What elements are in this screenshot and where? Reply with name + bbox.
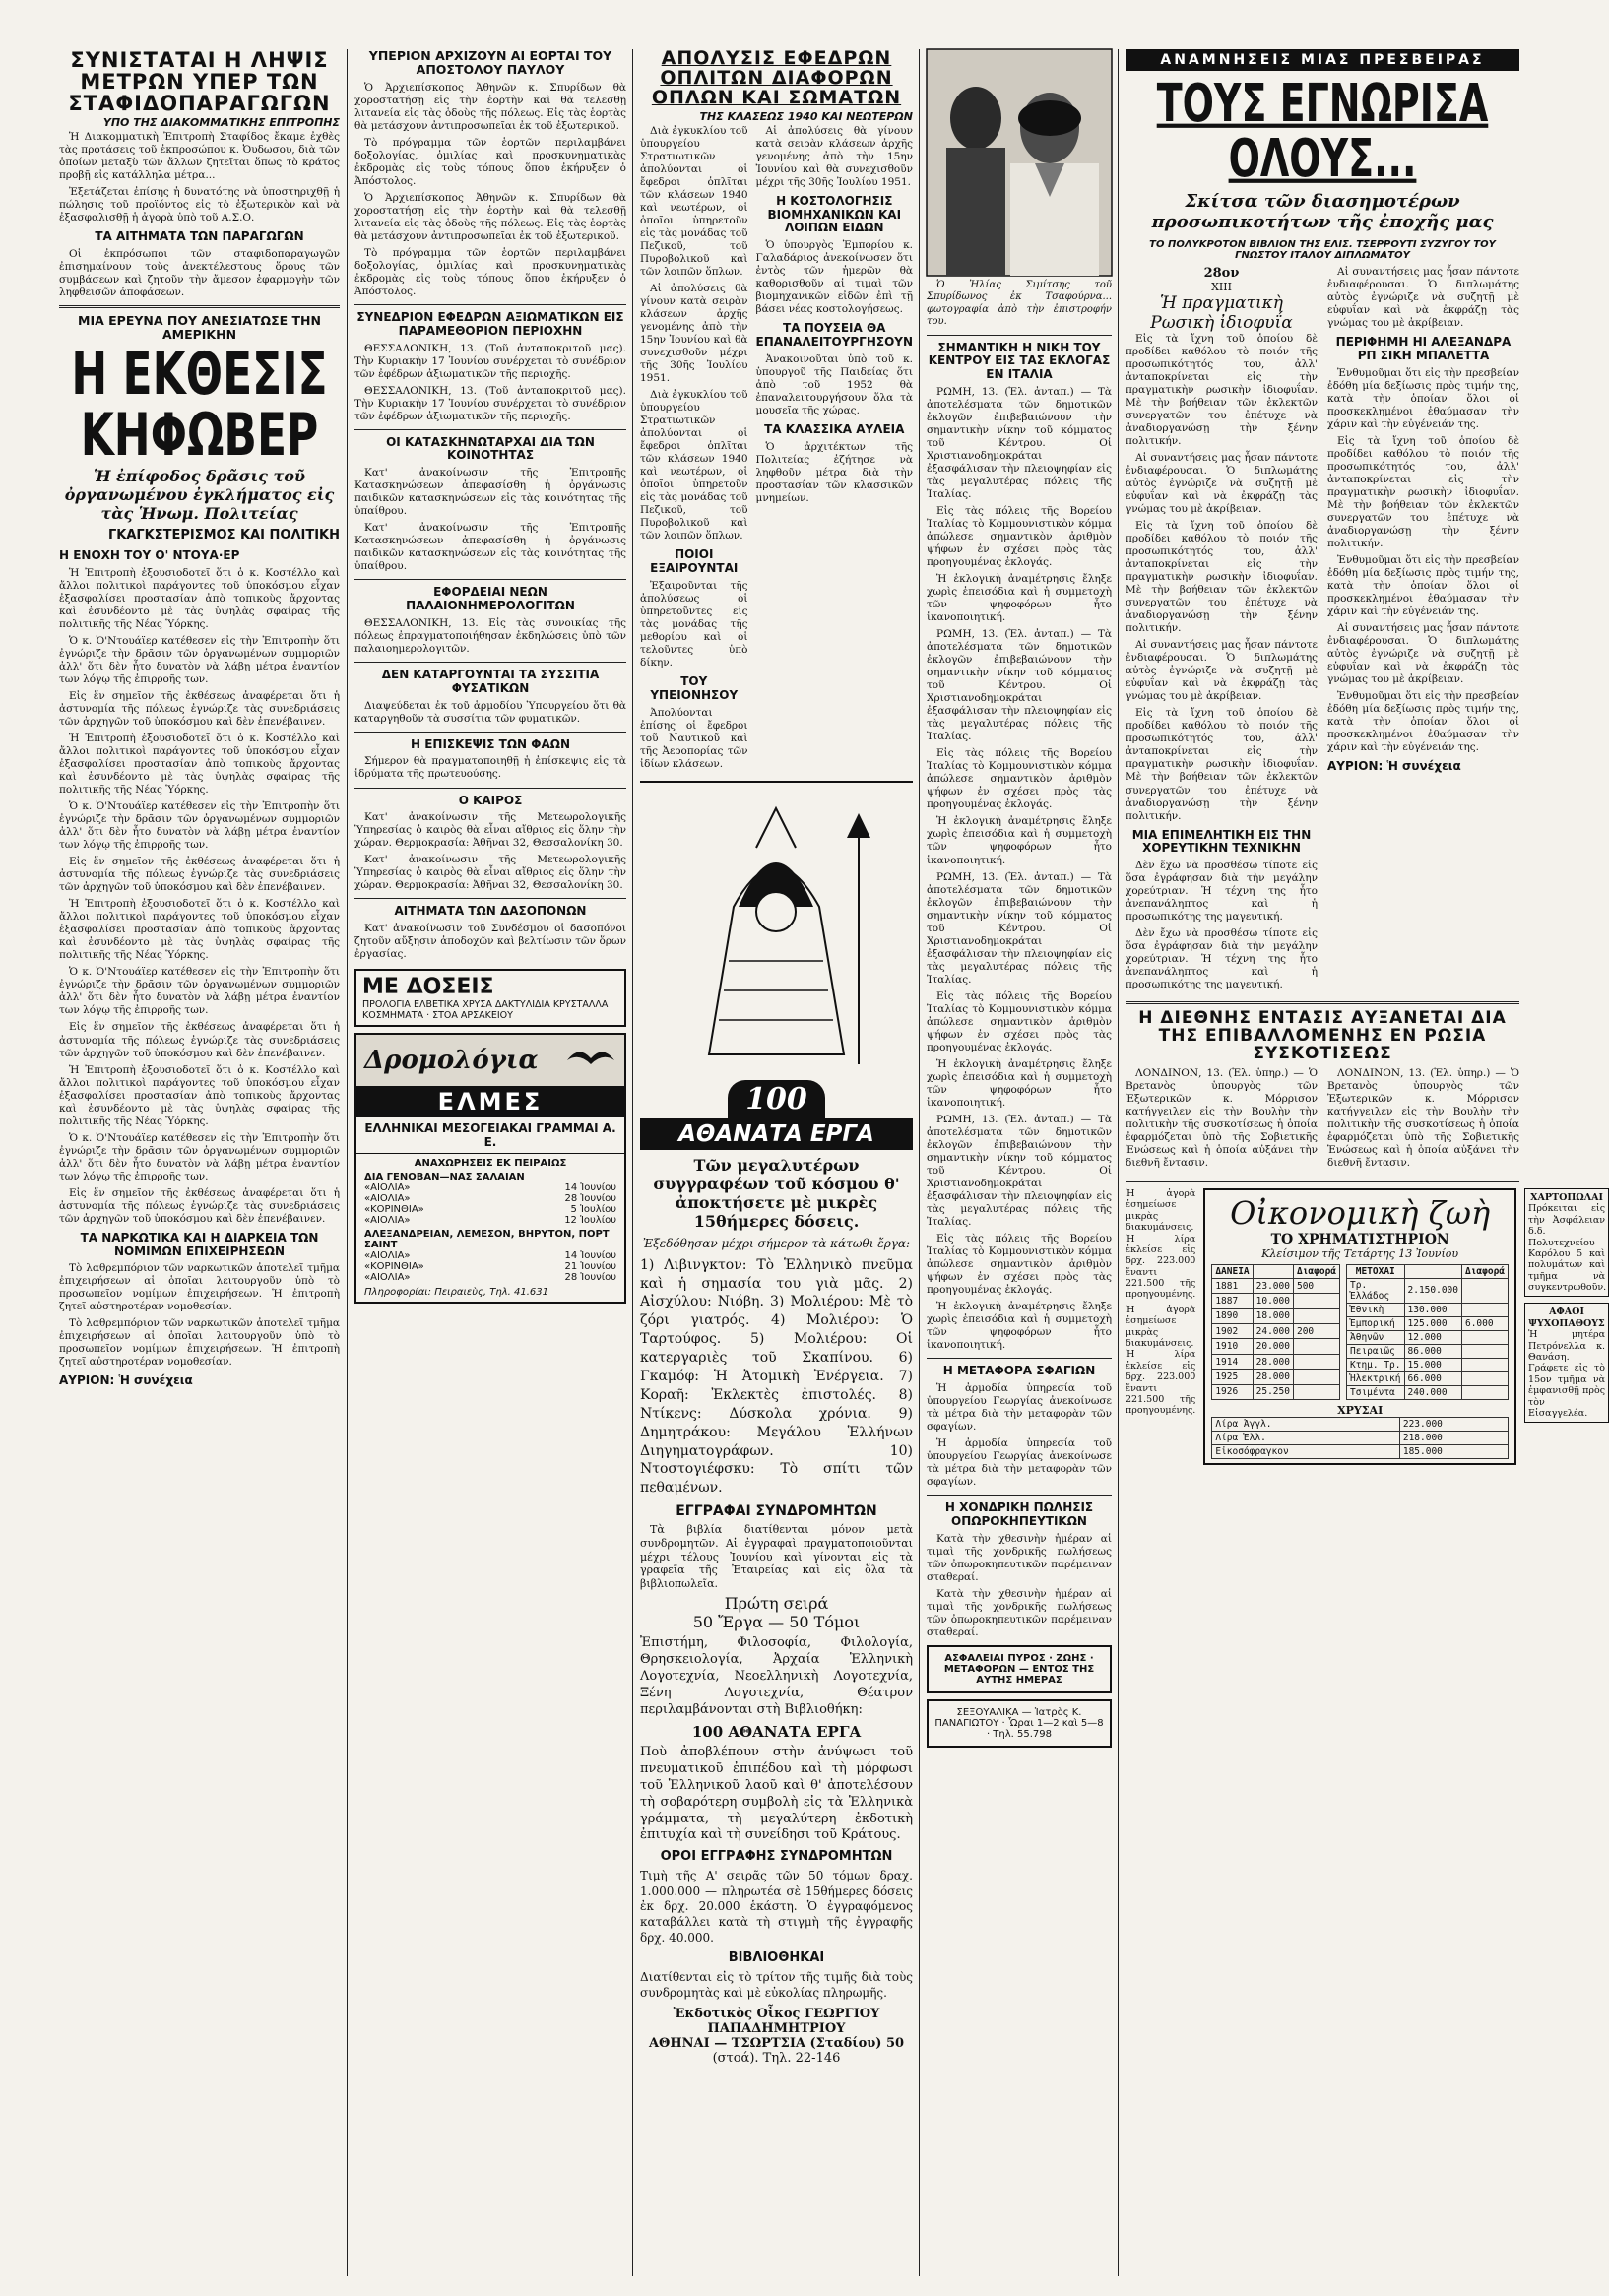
article-paragraph: Αἱ ἀπολύσεις θὰ γίνουν κατὰ σειρὰν κλάσεων ἀρχῆς γενομένης ἀπὸ τὴν 15ην Ἰουνίου καὶ θὰ συνεχισθοῦν μέχρι τῆς 30ῆς Ἰουλίου 1951. [640,283,748,385]
publisher-phone: (στοά). Τηλ. 22-146 [712,2051,841,2067]
stock-row [1347,1303,1509,1316]
article-paragraph: Κατὰ τὴν χθεσινὴν ἡμέραν αἱ τιμαὶ τῆς χονδρικῆς πωλήσεως τῶν ὀπωροκηπευτικῶν παρέμειναν σταθεραί. [927,1532,1112,1583]
table-cell: 1890 [1212,1308,1253,1323]
ad-subtitle: Ἐξεδόθησαν μέχρι σήμερον τὰ κάτωθι ἔργα: [642,1236,911,1250]
kicker-banner: ΑΝΑΜΝΗΣΕΙΣ ΜΙΑΣ ΠΡΕΣΒΕΙΡΑΣ [1126,49,1519,71]
article-paragraph: Ἀνακοινοῦται ὑπὸ τοῦ κ. ὑπουργοῦ τῆς Παιδείας ὅτι ἀπὸ τοῦ 1952 θὰ ἐπαναλειτουργήσουν ὅλα τὰ μουσεῖα τῆς χώρας. [755,352,913,417]
table-cell [1293,1294,1339,1308]
article-paragraph: Κατ' ἀνακοίνωσιν τῆς Μετεωρολογικῆς Ὑπηρεσίας ὁ καιρὸς θὰ εἶναι αἴθριος εἰς ὅλην τὴν χώραν. Θερμοκρασία: Ἀθῆναι 32, Θεσσαλονίκη 30. [354,811,626,850]
bond-row [1212,1294,1340,1308]
ship-name: «ΚΟΡΙΝΘΙΑ» [364,1261,424,1273]
article-paragraph: Ἡ ἀρμοδία ὑπηρεσία τοῦ ὑπουργείου Γεωργίας ἀνεκοίνωσε τὰ μέτρα διὰ τὴν μεταφορὰν τῶν σφαγίων. [927,1381,1112,1433]
article-paragraph: ΘΕΣΣΑΛΟΝΙΚΗ, 13. Εἰς τὰς συνοικίας τῆς πόλεως ἐπραγματοποιήθησαν ἐκδηλώσεις ὑπὸ τῶν παλαιοημερολογιτῶν. [354,617,626,656]
article-paragraph: Ἐξετάζεται ἐπίσης ἡ δυνατότης νὰ ὑποστηριχθῇ ἡ πώλησις τοῦ προϊόντος εἰς τὸ ἐξωτερικὸν καὶ νὰ ἐξασφαλισθῇ ἡ ἀγορὰ ὑπὸ τοῦ Α.Σ.Ο. [59,186,340,224]
bond-row [1212,1308,1340,1323]
ad-series-count: 50 Ἔργα — 50 Τόμοι [692,1613,861,1632]
table-cell [1293,1354,1339,1369]
article-paragraph: Δὲν ἔχω νὰ προσθέσω τίποτε εἰς ὅσα ἐγράφησαν διὰ τὴν μεγάλην χορεύτριαν. Ἡ τέχνη της ἦτο ἀνεπανάληπτος καὶ ἡ προσωπικότης της μαγευτική. [1126,860,1318,924]
table-cell: 23.000 [1253,1278,1293,1293]
article-paragraph: Ὁ Ἀρχιεπίσκοπος Ἀθηνῶν κ. Σπυρίδων θὰ χοροστατήσῃ εἰς τὴν ἑορτὴν καὶ θὰ τελεσθῇ λιτανεία εἰς τὰς ὁδοὺς τῆς πόλεως. Εἰς τὰς ἑορτὰς θὰ μετάσχουν ἀντιπροσωπεῖαι ἐκ τοῦ ἐξωτερικοῦ. [354,81,626,132]
table-cell: 200 [1293,1324,1339,1339]
episode-number: 28ον [1203,265,1240,281]
table-cell: 218.000 [1399,1431,1508,1444]
table-cell: Ἠλεκτρική [1347,1371,1404,1385]
article-paragraph: Τὸ πρόγραμμα τῶν ἑορτῶν περιλαμβάνει δοξολογίας, ὁμιλίας καὶ προσκυνηματικὰς ἐκδρομὰς εἰς τοὺς τόπους ὅπου ἐκήρυξεν ὁ Ἀπόστολος. [354,136,626,187]
article-paragraph: Εἰς τὰ ἴχνη τοῦ ὁποίου δὲ προδίδει καθόλου τὸ ποιόν τῆς προσωπικότητός του, ἀλλ' ἀνταποκρίνεται εἰς τὴν πραγματικὴν ρωσικὴν ἰδιοφυΐαν. Μὲ τὴν βοήθειαν τῶν ἐκλεκτῶν συνεργατῶν του ἐπέτυχε νὰ ἀναδιοργανώσῃ τὴν ξένην πολιτικήν. [1126,332,1318,448]
divider [354,304,626,305]
subheading: ΔΕΝ ΚΑΤΑΡΓΟΥΝΤΑΙ ΤΑ ΣΥΣΣΙΤΙΑ ΦΥΣΑΤΙΚΩΝ [381,668,600,695]
sailing-date: 28 Ἰουνίου [564,1272,616,1284]
gold-row [1212,1417,1509,1431]
stock-row [1347,1358,1509,1371]
schedule-row [364,1215,616,1226]
table-cell: 2.150.000 [1404,1278,1461,1303]
table-cell: Ἐθνικὴ [1347,1303,1404,1316]
table-cell: 20.000 [1253,1339,1293,1354]
deck: Σκίτσα τῶν διασημοτέρων προσωπικοτήτων τῆς ἐποχῆς μας [1151,190,1494,233]
article-paragraph: ΘΕΣΣΑΛΟΝΙΚΗ, 13. (Τοῦ ἀνταποκριτοῦ μας). Τὴν Κυριακὴν 17 Ἰουνίου συνέρχεται τὸ συνέδριον τῶν ἐφέδρων ἀξιωματικῶν τῆς περιοχῆς. [354,384,626,422]
headline-international-tension: Η ΔΙΕΘΝΗΣ ΕΝΤΑΣΙΣ ΑΥΞΑΝΕΤΑΙ ΔΙΑ ΤΗΣ ΕΠΙΒΑΛΛΟΜΕΝΗΣ ΕΝ ΡΩΣΙΑ ΣΥΣΚΟΤΙΣΕΩΣ [1138,1008,1507,1063]
subheading: ΤΑ ΚΛΑΣΣΙΚΑ ΑΥΛΕΙΑ [764,422,905,437]
table-cell: 66.000 [1404,1371,1461,1385]
article-paragraph: Κατὰ τὴν χθεσινὴν ἡμέραν αἱ τιμαὶ τῆς χονδρικῆς πωλήσεως τῶν ὀπωροκηπευτικῶν παρέμειναν σταθεραί. [927,1587,1112,1638]
subheading: ΤΑ ΑΙΤΗΜΑΤΑ ΤΩΝ ΠΑΡΑΓΩΓΩΝ [95,229,304,244]
sailing-date: 21 Ἰουνίου [564,1261,616,1273]
route-title: ΑΛΕΞΑΝΔΡΕΙΑΝ, ΛΕΜΕΣΟΝ, ΒΗΡΥΤΟΝ, ΠΟΡΤ ΣΑΙΝΤ [364,1229,610,1251]
table-cell: Ἀθηνῶν [1347,1330,1404,1344]
athena-illustration [640,789,913,1084]
article-paragraph: Διὰ ἐγκυκλίου τοῦ ὑπουργείου Στρατιωτικῶν ἀπολύονται οἱ ἔφεδροι ὁπλῖται τῶν κλάσεων 1940 καὶ νεωτέρων, οἱ ὁποῖοι ὑπηρετοῦν εἰς τὰς μονάδας τοῦ Πεζικοῦ, τοῦ Πυροβολικοῦ καὶ τῶν λοιπῶν ὅπλων. [640,124,748,278]
table-cell: Τρ. Ἑλλάδος [1347,1278,1404,1303]
table-cell: Λίρα Ἑλλ. [1212,1431,1400,1444]
route-title: ΔΙΑ ΓΕΝΟΒΑΝ—ΝΑΣ ΣΑΛΑΙΑΝ [364,1172,525,1183]
column-5 [1126,49,1607,2276]
ad-libraries: Διατίθενται εἰς τὸ τρίτον τῆς τιμῆς διὰ τοὺς συνδρομητὰς καὶ μὲ εὐκολίας πληρωμῆς. [640,1970,913,2000]
ad-text: Ἡ μητέρα Πετρόνελλα κ. Θανάση. Γράφετε εἰς τὸ 15ον τμῆμα νὰ ἐμφανισθῇ πρὸς τὸν Εἰσαγγελέα. [1528,1329,1606,1419]
table-cell: 6.000 [1461,1316,1508,1330]
column-3 [640,49,913,2276]
article-paragraph: Εἰς τὰς πόλεις τῆς Βορείου Ἰταλίας τὸ Κομμουνιστικὸν κόμμα ἀπώλεσε σημαντικὸν ἀριθμὸν ψήφων ἐν σχέσει πρὸς τὰς προηγουμένας ἐκλογάς. [927,1232,1112,1296]
column-rule [347,49,348,2276]
subheading: Η ΕΝΟΧΗ ΤΟΥ Ο' ΝΤΟΥΑ·ΕΡ [59,548,240,563]
article-paragraph: Τὸ λαθρεμπόριον τῶν ναρκωτικῶν ἀποτελεῖ τμῆμα ἐπιχειρήσεων αἱ ὁποῖαι λειτουργοῦν ὑπὸ τὸ προσωπεῖον νομίμων ἐπιχειρήσεων. Ἡ ἐπιτροπὴ ζητεῖ αὐστηροτέραν νομοθεσίαν. [59,1317,340,1369]
article-paragraph: Κατ' ἀνακοίνωσιν τῆς Ἐπιτροπῆς Κατασκηνώσεων ἀπεφασίσθη ἡ ὀργάνωσις παιδικῶν κατασκηνώσεων εἰς τὰς κοινότητας τῆς ὑπαίθρου. [354,467,626,518]
table-cell: 130.000 [1404,1303,1461,1316]
table-cell [1293,1339,1339,1354]
publisher-address: ΑΘΗΝΑΙ — ΤΣΩΡΤΣΙΑ (Σταδίου) 50 [648,2036,905,2052]
schedule-row [364,1182,616,1193]
ad-title: ΑΘΑΝΑΤΑ ΕΡΓΑ [640,1118,913,1150]
column-1 [59,49,340,2276]
ad-lead: Τῶν μεγαλυτέρων συγγραφέων τοῦ κόσμου θ' ἀποκτήσετε μὲ μικρὲς 15θήμερες δόσεις. [653,1155,900,1231]
subheading: ΕΦΟΡΔΕΙΑΙ ΝΕΩΝ ΠΑΛΑΙΟΝΗΜΕΡΟΛΟΓΙΤΩΝ [406,585,575,613]
ad-series: Πρώτη σειρά [724,1594,829,1614]
table-cell: Λίρα Ἀγγλ. [1212,1417,1400,1431]
ship-name: «ΑΙΟΛΙΑ» [364,1182,411,1194]
article-paragraph: Ἡ ἐκλογικὴ ἀναμέτρησις ἔληξε χωρὶς ἐπεισόδια καὶ ἡ συμμετοχὴ τῶν ψηφοφόρων ἦτο ἱκανοποιητική. [927,1301,1112,1352]
article-paragraph: Εἰς ἕν σημεῖον τῆς ἐκθέσεως ἀναφέρεται ὅτι ἡ ἀστυνομία τῆς πόλεως ἐγνώριζε τὰς συνεδριάσεις τῶν ἀρχηγῶν τοῦ ὑποκόσμου καὶ δὲν ἐπενέβαινεν. [59,1186,340,1225]
article-paragraph: Ἐξαιροῦνται τῆς ἀπολύσεως οἱ ὑπηρετοῦντες εἰς τὰς μονάδας τῆς μεθορίου καὶ οἱ τελοῦντες ὑπὸ δίκην. [640,579,748,669]
bond-row [1212,1324,1340,1339]
table-cell: Ἐμπορική [1347,1316,1404,1330]
table-cell: 28.000 [1253,1370,1293,1384]
ship-name: «ΑΙΟΛΙΑ» [364,1272,411,1284]
article-paragraph: Ἡ Ἐπιτροπὴ ἐξουσιοδοτεῖ ὅτι ὁ κ. Κοστέλλο καὶ ἄλλοι πολιτικοὶ παράγοντες τοῦ ὑποκόσμου εἶχαν ἐξασφαλίσει προστασίαν ἀπὸ τοπικοὺς ἄρχοντας καὶ ἐσυνδέοντο μὲ τὰς ὑψηλὰς σφαίρας τῆς πολιτικῆς τῆς Νέας Ὑόρκης. [59,566,340,631]
subheading: ΠΕΡΙΦΗΜΗ ΗΙ ΑΛΕΞΑΝΔΡΑ ΡΠ ΣΙΚΗ ΜΠΑΛΕΤΤΑ [1335,335,1512,362]
divider [354,579,626,580]
subheading: ΑΙΤΗΜΑΤΑ ΤΩΝ ΔΑΣΟΠΟΝΩΝ [394,904,587,919]
divider [927,1495,1112,1496]
headline-discharge: ΑΠΟΛΥΣΙΣ ΕΦΕΔΡΩΝ ΟΠΛΙΤΩΝ ΔΙΑΦΟΡΩΝ ΟΠΛΩΝ ΚΑΙ ΣΩΜΑΤΩΝ [651,47,902,108]
ad-title: ΧΑΡΤΟΠΩΛΑΙ [1530,1191,1603,1203]
article-paragraph: Αἱ συναντήσεις μας ἦσαν πάντοτε ἐνδιαφέρουσαι. Ὁ διπλωμάτης αὐτὸς ἐγνώριζε νὰ συζητῇ μὲ εὐφυΐαν καὶ νὰ ἐκφράζῃ τὰς γνώμας του μὲ ἀκρίβειαν. [1327,621,1519,685]
headline-apostle-paul: ΥΠΕΡΙΟΝ ΑΡΧΙΖΟΥΝ ΑΙ ΕΟΡΤΑΙ ΤΟΥ ΑΠΟΣΤΟΛΟΥ ΠΑΥΛΟΥ [368,48,612,78]
table-cell [1461,1385,1508,1399]
ad-text: Πρόκειται εἰς τὴν Ἀσφάλειαν δ.δ. Πολυτεχνείου Καρόλου 5 καὶ πολυμάτων καὶ τμῆμα νὰ συγκεντρωθοῦν. [1528,1203,1607,1294]
table-cell: 86.000 [1404,1344,1461,1358]
table-cell: Πειραιῶς [1347,1344,1404,1358]
part-number: XIII [1211,280,1232,293]
article-paragraph: Σήμερον θὰ πραγματοποιηθῇ ἡ ἐπίσκεψις εἰς τὰ ἱδρύματα τῆς πρωτευούσης. [354,755,626,781]
brand-logo: ΕΛΜΕΣ [356,1086,624,1117]
article-paragraph: Ὁ κ. Ὀ'Ντουάϊερ κατέθεσεν εἰς τὴν Ἐπιτροπὴν ὅτι ἐγνώριζε τὴν δρᾶσιν τῶν ὀργανωμένων συμμοριῶν ἀλλ' ὅτι δὲν ἦτο δυνατὸν νὰ λάβῃ μέτρα ἐναντίον των λόγῳ τῆς ἐπιρροῆς των. [59,966,340,1017]
table-cell: 28.000 [1253,1354,1293,1369]
table-cell: 24.000 [1253,1324,1293,1339]
article-paragraph: ΡΩΜΗ, 13. (Ἑλ. ἀνταπ.) — Τὰ ἀποτελέσματα τῶν δημοτικῶν ἐκλογῶν ἐπιβεβαιώνουν τὴν σημαντικὴν νίκην τοῦ κόμματος τοῦ Κέντρου. Οἱ Χριστιανοδημοκράται ἐξασφάλισαν τὴν πλειοψηφίαν εἰς τὰς μεγαλυτέρας πόλεις τῆς Ἰταλίας. [927,870,1112,986]
sailing-date: 14 Ἰουνίου [564,1250,616,1262]
bond-row [1212,1339,1340,1354]
subheading: Ἡ πραγματικὴ Ρωσικὴ ἰδιοφυΐα [1150,292,1293,333]
schedule-row [364,1261,616,1272]
article-paragraph: Εἰς τὰς πόλεις τῆς Βορείου Ἰταλίας τὸ Κομμουνιστικὸν κόμμα ἀπώλεσε σημαντικὸν ἀριθμὸν ψήφων ἐν σχέσει πρὸς τὰς προηγουμένας ἐκλογάς. [927,505,1112,569]
column-rule [1118,49,1119,2276]
table-cell: 1902 [1212,1324,1253,1339]
ad-subheading: ΟΡΟΙ ΕΓΓΡΑΦΗΣ ΣΥΝΔΡΟΜΗΤΩΝ [660,1849,893,1865]
ad-library-name: 100 ΑΘΑΝΑΤΑ ΕΡΓΑ [691,1722,862,1741]
table-header [1253,1264,1293,1278]
ad-footer: Πληροφορίαι: Πειραιεὺς, Τηλ. 41.631 [364,1287,548,1299]
market-commentary: Ἡ ἀγορὰ ἐσημείωσε μικρὰς διακυμάνσεις. Ἡ λίρα ἐκλείσε εἰς δρχ. 223.000 ἔναντι 221.500 τῆς προηγουμένης. [1126,1304,1196,1417]
subheading: Η ΕΠΙΣΚΕΨΙΣ ΤΩΝ ΦΑΩΝ [411,736,570,751]
stock-exchange-title: ΤΟ ΧΡΗΜΑΤΙΣΤΗΡΙΟΝ [1270,1231,1449,1247]
stock-row [1347,1385,1509,1399]
article-paragraph: Αἱ ἀπολύσεις θὰ γίνουν κατὰ σειρὰν κλάσεων ἀρχῆς γενομένης ἀπὸ τὴν 15ην Ἰουνίου καὶ θὰ συνεχισθοῦν μέχρι τῆς 30ῆς Ἰουλίου 1951. [755,124,913,188]
subheading: ΣΥΝΕΔΡΙΟΝ ΕΦΕΔΡΩΝ ΑΞΙΩΜΑΤΙΚΩΝ ΕΙΣ ΠΑΡΑΜΕΘΟΡΙΟΝ ΠΕΡΙΟΧΗΝ [356,310,624,338]
table-cell: 1925 [1212,1370,1253,1384]
article-paragraph: Τὸ λαθρεμπόριον τῶν ναρκωτικῶν ἀποτελεῖ τμῆμα ἐπιχειρήσεων αἱ ὁποῖαι λειτουργοῦν ὑπὸ τὸ προσωπεῖον νομίμων ἐπιχειρήσεων. Ἡ ἐπιτροπὴ ζητεῖ αὐστηροτέραν νομοθεσίαν. [59,1262,340,1313]
kicker: ΜΙΑ ΕΡΕΥΝΑ ΠΟΥ ΑΝΕΣΙΑΤΩΣΕ ΤΗΝ ΑΜΕΡΙΚΗΝ [78,313,321,343]
bonds-table [1211,1264,1340,1400]
article-paragraph: ΛΟΝΔΙΝΟΝ, 13. (Ἑλ. ὑπηρ.) — Ὁ Βρετανὸς ὑπουργὸς τῶν Ἐξωτερικῶν κ. Μόρρισον κατήγγειλεν εἰς τὴν Βουλὴν τὴν πολιτικὴν τῆς συσκοτίσεως ἡ ὁποία ἐφαρμόζεται ὑπὸ τῆς Σοβιετικῆς Ἑνώσεως καὶ ἡ ὁποία αὐξάνει τὴν διεθνῆ ἔντασιν. [1126,1066,1318,1169]
divider [927,1358,1112,1359]
bond-row [1212,1278,1340,1293]
byline: ΤΗΣ ΚΛΑΣΕΩΣ 1940 ΚΑΙ ΝΕΩΤΕΡΩΝ [699,109,913,123]
divider [927,335,1112,336]
column-rule [919,49,920,2276]
divider [354,898,626,899]
subheading: ΣΗΜΑΝΤΙΚΗ Η ΝΙΚΗ ΤΟΥ ΚΕΝΤΡΟΥ ΕΙΣ ΤΑΣ ΕΚΛΟΓΑΣ ΕΝ ΙΤΑΛΙΑ [928,340,1111,382]
ad-doctor: ΣΕΞΟΥΑΛΙΚΑ — Ἰατρὸς Κ. ΠΑΝΑΓΙΩΤΟΥ · Ὧραι 1—2 καὶ 5—8 · Τηλ. 55.798 [927,1699,1112,1748]
article-paragraph: Ἡ Ἐπιτροπὴ ἐξουσιοδοτεῖ ὅτι ὁ κ. Κοστέλλο καὶ ἄλλοι πολιτικοὶ παράγοντες τοῦ ὑποκόσμου εἶχαν ἐξασφαλίσει προστασίαν ἀπὸ τοπικοὺς ἄρχοντας καὶ ἐσυνδέοντο μὲ τὰς ὑψηλὰς σφαίρας τῆς πολιτικῆς τῆς Νέας Ὑόρκης. [59,733,340,797]
article-paragraph: Ἡ ἀρμοδία ὑπηρεσία τοῦ ὑπουργείου Γεωργίας ἀνεκοίνωσε τὰ μέτρα διὰ τὴν μεταφορὰν τῶν σφαγίων. [927,1436,1112,1488]
table-cell: 1881 [1212,1278,1253,1293]
table-cell [1293,1370,1339,1384]
article-paragraph: Αἱ συναντήσεις μας ἦσαν πάντοτε ἐνδιαφέρουσαι. Ὁ διπλωμάτης αὐτὸς ἐγνώριζε νὰ συζητῇ μὲ εὐφυΐαν καὶ νὰ ἐκφράζῃ τὰς γνώμας του μὲ ἀκρίβειαν. [1126,639,1318,703]
table-cell: 185.000 [1399,1444,1508,1458]
article-paragraph: ΡΩΜΗ, 13. (Ἑλ. ἀνταπ.) — Τὰ ἀποτελέσματα τῶν δημοτικῶν ἐκλογῶν ἐπιβεβαιώνουν τὴν σημαντικὴν νίκην τοῦ κόμματος τοῦ Κέντρου. Οἱ Χριστιανοδημοκράται ἐξασφάλισαν τὴν πλειοψηφίαν εἰς τὰς μεγαλυτέρας πόλεις τῆς Ἰταλίας. [927,1113,1112,1228]
photo-caption: Ὁ Ἠλίας Σιμίτσης τοῦ Σπυρίδωνος ἐκ Τσαφούρνα... φωτογραφία ἀπὸ τὴν ἐπιστροφήν του. [927,280,1112,328]
subheading: ΤΟΥ ΥΠΕΙΟΝΗΣΟΥ [650,674,739,702]
article-paragraph: Ἀπολύονται ἐπίσης οἱ ἔφεδροι τοῦ Ναυτικοῦ καὶ τῆς Ἀεροπορίας τῶν ἰδίων κλάσεων. [640,706,748,770]
article-paragraph: Ἡ ἐκλογικὴ ἀναμέτρησις ἔληξε χωρὶς ἐπεισόδια καὶ ἡ συμμετοχὴ τῶν ψηφοφόρων ἦτο ἱκανοποιητική. [927,815,1112,866]
article-paragraph: Εἰς τὰ ἴχνη τοῦ ὁποίου δὲ προδίδει καθόλου τὸ ποιόν τῆς προσωπικότητός του, ἀλλ' ἀνταποκρίνεται εἰς τὴν πραγματικὴν ρωσικὴν ἰδιοφυΐαν. Μὲ τὴν βοήθειαν τῶν ἐκλεκτῶν συνεργατῶν του ἐπέτυχε νὰ ἀναδιοργανώσῃ τὴν ξένην πολιτικήν. [1327,434,1519,549]
ad-subheading: ΕΓΓΡΑΦΑΙ ΣΥΝΔΡΟΜΗΤΩΝ [676,1503,877,1520]
table-cell: 25.250 [1253,1384,1293,1399]
subheading: Η ΜΕΤΑΦΟΡΑ ΣΦΑΓΙΩΝ [942,1364,1096,1378]
table-header [1404,1264,1461,1278]
article-paragraph: Διὰ ἐγκυκλίου τοῦ ὑπουργείου Στρατιωτικῶν ἀπολύονται οἱ ἔφεδροι ὁπλῖται τῶν κλάσεων 1940 καὶ νεωτέρων, οἱ ὁποῖοι ὑπηρετοῦν εἰς τὰς μονάδας τοῦ Πεζικοῦ, τοῦ Πυροβολικοῦ καὶ τῶν λοιπῶν ὅπλων. [640,389,748,542]
article-paragraph: Ὁ κ. Ὀ'Ντουάϊερ κατέθεσεν εἰς τὴν Ἐπιτροπὴν ὅτι ἐγνώριζε τὴν δρᾶσιν τῶν ὀργανωμένων συμμοριῶν ἀλλ' ὅτι δὲν ἦτο δυνατὸν νὰ λάβῃ μέτρα ἐναντίον των λόγῳ τῆς ἐπιρροῆς των. [59,800,340,852]
article-paragraph: ΘΕΣΣΑΛΟΝΙΚΗ, 13. (Τοῦ ἀνταποκριτοῦ μας). Τὴν Κυριακὴν 17 Ἰουνίου συνέρχεται τὸ συνέδριον τῶν ἐφέδρων ἀξιωματικῶν τῆς περιοχῆς. [354,342,626,380]
subheading: ΤΑ ΠΟΥΣΕΙΑ ΘΑ ΕΠΑΝΑΛΕΙΤΟΥΡΓΗΣΟΥΝ [755,321,913,350]
article-paragraph: Αἱ συναντήσεις μας ἦσαν πάντοτε ἐνδιαφέρουσαι. Ὁ διπλωμάτης αὐτὸς ἐγνώριζε νὰ συζητῇ μὲ εὐφυΐαν καὶ νὰ ἐκφράζῃ τὰς γνώμας του μὲ ἀκρίβειαν. [1126,452,1318,516]
stock-row [1347,1371,1509,1385]
article-paragraph: Τὸ πρόγραμμα τῶν ἑορτῶν περιλαμβάνει δοξολογίας, ὁμιλίας καὶ προσκυνηματικὰς ἐκδρομὰς εἰς τοὺς τόπους ὅπου ἐκήρυξεν ὁ Ἀπόστολος. [354,246,626,297]
table-cell [1461,1330,1508,1344]
article-paragraph: Ὁ κ. Ὀ'Ντουάϊερ κατέθεσεν εἰς τὴν Ἐπιτροπὴν ὅτι ἐγνώριζε τὴν δρᾶσιν τῶν ὀργανωμένων συμμοριῶν ἀλλ' ὅτι δὲν ἦτο δυνατὸν νὰ λάβῃ μέτρα ἐναντίον των λόγῳ τῆς ἐπιρροῆς των. [59,635,340,686]
article-paragraph: Ἡ ἐκλογικὴ ἀναμέτρησις ἔληξε χωρὶς ἐπεισόδια καὶ ἡ συμμετοχὴ τῶν ψηφοφόρων ἦτο ἱκανοποιητική. [927,1057,1112,1109]
subheading: Ο ΚΑΙΡΟΣ [458,793,523,807]
ship-name: «ΑΙΟΛΙΑ» [364,1215,411,1227]
table-cell [1461,1344,1508,1358]
ad-100-immortal-works [640,781,913,2067]
table-cell [1461,1303,1508,1316]
article-paragraph: Εἰς τὰς πόλεις τῆς Βορείου Ἰταλίας τὸ Κομμουνιστικὸν κόμμα ἀπώλεσε σημαντικὸν ἀριθμὸν ψήφων ἐν σχέσει πρὸς τὰς προηγουμένας ἐκλογάς. [927,747,1112,811]
ad-description: Ποὺ ἀποβλέπουν στὴν ἀνύψωσι τοῦ πνευματικοῦ ἐπιπέδου καὶ τὴ μόρφωσι τοῦ Ἑλληνικοῦ λαοῦ καὶ θ' ἀποτελέσουν τὴ σοβαρότερη συμβολὴ εἰς τὰ Ἑλληνικὰ γράμματα, τὴ μεγαλύτερη ἐκδοτικὴ ἐπιτυχία καὶ τὴ συνείδησι τοῦ Κράτους. [640,1744,913,1843]
ship-name: «ΑΙΟΛΙΑ» [364,1193,411,1205]
table-cell: 1887 [1212,1294,1253,1308]
subheading: ΤΑ ΝΑΡΚΩΤΙΚΑ ΚΑΙ Η ΔΙΑΡΚΕΙΑ ΤΩΝ ΝΟΜΙΜΩΝ ΕΠΙΧΕΙΡΗΣΕΩΝ [80,1230,319,1258]
schedule-row [364,1204,616,1215]
table-cell: 223.000 [1399,1417,1508,1431]
article-paragraph: Εἰς τὰ ἴχνη τοῦ ὁποίου δὲ προδίδει καθόλου τὸ ποιόν τῆς προσωπικότητός του, ἀλλ' ἀνταποκρίνεται εἰς τὴν πραγματικὴν ρωσικὴν ἰδιοφυΐαν. Μὲ τὴν βοήθειαν τῶν ἐκλεκτῶν συνεργατῶν του ἐπέτυχε νὰ ἀναδιοργανώσῃ τὴν ξένην πολιτικήν. [1126,707,1318,822]
article-paragraph: ΛΟΝΔΙΝΟΝ, 13. (Ἑλ. ὑπηρ.) — Ὁ Βρετανὸς ὑπουργὸς τῶν Ἐξωτερικῶν κ. Μόρρισον κατήγγειλεν εἰς τὴν Βουλὴν τὴν πολιτικὴν τῆς συσκοτίσεως ἡ ὁποία ἐφαρμόζεται ὑπὸ τῆς Σοβιετικῆς Ἑνώσεως καὶ ἡ ὁποία αὐξάνει τὴν διεθνῆ ἔντασιν. [1327,1066,1519,1169]
divider [354,788,626,789]
article-paragraph: Ἡ Διακομματικὴ Ἐπιτροπὴ Σταφίδος ἔκαμε ἐχθὲς τὰς προτάσεις τοῦ ἐκπροσώπου κ. Ὀυδωσου, διὰ τῶν ὁποίων μεταξὺ τῶν ἄλλων ζητεῖται ὅπως τὸ κράτος προβῇ εἰς κατάλληλα μέτρα... [59,131,340,182]
divider [354,429,626,430]
ad-text: Τὰ βιβλία διατίθενται μόνον μετὰ συνδρομητῶν. Αἱ ἐγγραφαὶ πραγματοποιοῦνται μέχρι τέλους Ἰουνίου καὶ γίνονται εἰς τὰ γραφεῖα τῆς Ἐταιρείας καὶ εἰς ὅλα τὰ βιβλιοπωλεῖα. [640,1523,913,1590]
table-cell: 12.000 [1404,1330,1461,1344]
article-paragraph: Ὁ ὑπουργὸς Ἐμπορίου κ. Γαλαδάριος ἀνεκοίνωσεν ὅτι ἐντὸς τῶν ἡμερῶν θὰ καθορισθοῦν αἱ τιμαὶ τῶν βιομηχανικῶν εἰδῶν ἐπὶ τῇ βάσει νέας κοστολογήσεως. [755,239,913,316]
article-paragraph: Κατ' ἀνακοίνωσιν τοῦ Συνδέσμου οἱ δασοπόνοι ζητοῦν αὔξησιν ἀποδοχῶν καὶ βελτίωσιν τῶν ὅρων ἐργασίας. [354,923,626,961]
column-2 [354,49,626,2276]
gold-row [1212,1431,1509,1444]
table-cell: 240.000 [1404,1385,1461,1399]
article-paragraph: Εἰς τὰ ἴχνη τοῦ ὁποίου δὲ προδίδει καθόλου τὸ ποιόν τῆς προσωπικότητός του, ἀλλ' ἀνταποκρίνεται εἰς τὴν πραγματικὴν ρωσικὴν ἰδιοφυΐαν. Μὲ τὴν βοήθειαν τῶν ἐκλεκτῶν συνεργατῶν του ἐπέτυχε νὰ ἀναδιοργανώσῃ τὴν ξένην πολιτικήν. [1126,520,1318,635]
table-cell [1461,1358,1508,1371]
table-cell [1461,1371,1508,1385]
table-cell: 15.000 [1404,1358,1461,1371]
article-paragraph: Διαψεύδεται ἐκ τοῦ ἁρμοδίου Ὑπουργείου ὅτι θὰ καταργηθοῦν τὰ συσσίτια τῶν φυματικῶν. [354,699,626,725]
column-4 [927,49,1112,2276]
continued-note: ΑΥΡΙΟΝ: Ἡ συνέχεια [59,1373,193,1388]
company-name: ΕΛΛΗΝΙΚΑΙ ΜΕΣΟΓΕΙΑΚΑΙ ΓΡΑΜΜΑΙ Α. Ε. [356,1117,624,1154]
column-rule [632,49,633,2276]
schedule-row [364,1250,616,1261]
table-cell [1293,1308,1339,1323]
article-paragraph: ΡΩΜΗ, 13. (Ἑλ. ἀνταπ.) — Τὰ ἀποτελέσματα τῶν δημοτικῶν ἐκλογῶν ἐπιβεβαιώνουν τὴν σημαντικὴν νίκην τοῦ κόμματος τοῦ Κέντρου. Οἱ Χριστιανοδημοκράται ἐξασφάλισαν τὴν πλειοψηφίαν εἰς τὰς μεγαλυτέρας πόλεις τῆς Ἰταλίας. [927,628,1112,743]
bond-row [1212,1354,1340,1369]
section-divider [1126,1001,1519,1004]
subheading: Η ΧΟΝΔΡΙΚΗ ΠΩΛΗΣΙΣ ΟΠΩΡΟΚΗΠΕΥΤΙΚΩΝ [944,1500,1094,1528]
ship-name: «ΑΙΟΛΙΑ» [364,1250,411,1262]
subheading: Η ΚΟΣΤΟΛΟΓΗΣΙΣ ΒΙΟΜΗΧΑΝΙΚΩΝ ΚΑΙ ΛΟΙΠΩΝ ΕΙΔΩΝ [767,193,902,235]
article-paragraph: Ἐνθυμοῦμαι ὅτι εἰς τὴν πρεσβείαν ἐδόθη μία δεξίωσις πρὸς τιμήν της, κατὰ τὴν ὁποίαν ὅλοι οἱ προσκεκλημένοι ἐθαύμασαν τὴν χάριν καὶ τὴν εὐγένειάν της. [1327,690,1519,754]
publisher: Ἐκδοτικὸς Οἶκος ΓΕΩΡΓΙΟΥ ΠΑΠΑΔΗΜΗΤΡΙΟΥ [673,2007,880,2037]
stock-row [1347,1344,1509,1358]
sailing-date: 14 Ἰουνίου [564,1182,616,1194]
table-cell: Τσιμέντα [1347,1385,1404,1399]
ad-book-list: 1) Λιβινγκτον: Τὸ Ἑλληνικὸ πνεῦμα καὶ ἡ σημασία του γιὰ μᾶς. 2) Αἰσχύλου: Νιόβη. 3) Μολιέρου: Μὲ τὸ ζόρι γιατρός. 4) Μολιέρου: Ὁ Ταρτούφος. 5) Μολιέρου: Οἱ κατεργαριὲς τοῦ Σκαπίνου. 6) Γκαμόφ: Ἡ Ἀτομικὴ Ἐνέργεια. 7) Κοραῆ: Ἐκλεκτὲς ἐπιστολές. 8) Ντίκενς: Δύσκολα χρόνια. 9) Δημητράκου: Μεγάλου Ἑλλήνων Διηγηματογράφων. 10) Ντοστογιέφσκυ: Τὸ σπίτι τῶν πεθαμένων. [640,1256,913,1497]
byline: ΥΠΟ ΤΗΣ ΔΙΑΚΟΜΜΑΤΙΚΗΣ ΕΠΙΤΡΟΠΗΣ [102,116,340,130]
deck: Ἡ ἐπίφοδος δρᾶσις τοῦ ὀργανωμένου ἐγκλήματος εἰς τὰς Ἡνωμ. Πολιτείας [64,467,335,524]
stocks-table [1346,1264,1509,1400]
stock-row [1347,1278,1509,1303]
article-paragraph: Αἱ συναντήσεις μας ἦσαν πάντοτε ἐνδιαφέρουσαι. Ὁ διπλωμάτης αὐτὸς ἐγνώριζε νὰ συζητῇ μὲ εὐφυΐαν καὶ νὰ ἐκφράζῃ τὰς γνώμας του μὲ ἀκρίβειαν. [1327,265,1519,330]
schedule-row [364,1272,616,1283]
sailing-date: 12 Ἰουλίου [564,1215,616,1227]
headline-kefauver: Η ΕΚΘΕΣΙΣ ΚΗΦΩΒΕΡ [71,340,328,470]
table-cell: 500 [1293,1278,1339,1293]
article-paragraph: Εἰς ἕν σημεῖον τῆς ἐκθέσεως ἀναφέρεται ὅτι ἡ ἀστυνομία τῆς πόλεως ἐγνώριζε τὰς συνεδριάσεις τῶν ἀρχηγῶν τοῦ ὑποκόσμου καὶ δὲν ἐπενέβαινεν. [59,1021,340,1059]
table-cell: 125.000 [1404,1316,1461,1330]
article-paragraph: Οἱ ἐκπρόσωποι τῶν σταφιδοπαραγωγῶν ἐπισημαίνουν τοὺς ἀνεκτέλεστους ὅρους τῶν συμβάσεων καὶ ζητοῦν τὴν ἄμεσον ἐφαρμογὴν τῶν ληφθεισῶν ἀποφάσεων. [59,248,340,299]
ad-insurance: ΑΣΦΑΛΕΙΑΙ ΠΥΡΟΣ · ΖΩΗΣ · ΜΕΤΑΦΟΡΩΝ — ΕΝΤΟΣ ΤΗΣ ΑΥΤΗΣ ΗΜΕΡΑΣ [927,1645,1112,1693]
article-paragraph: Ἡ Ἐπιτροπὴ ἐξουσιοδοτεῖ ὅτι ὁ κ. Κοστέλλο καὶ ἄλλοι πολιτικοὶ παράγοντες τοῦ ὑποκόσμου εἶχαν ἐξασφαλίσει προστασίαν ἀπὸ τοπικοὺς ἄρχοντας καὶ ἐσυνδέοντο μὲ τὰς ὑψηλὰς σφαίρας τῆς πολιτικῆς τῆς Νέας Ὑόρκης. [59,1063,340,1127]
ad-subheading: ΒΙΒΛΙΟΘΗΚΑΙ [728,1950,825,1966]
market-commentary: Ἡ ἀγορὰ ἐσημείωσε μικρὰς διακυμάνσεις. Ἡ λίρα ἐκλείσε εἰς δρχ. 223.000 ἔναντι 221.500 τῆς προηγουμένης. [1126,1187,1196,1301]
ad-installments [354,969,626,1027]
ship-name: «ΚΟΡΙΝΘΙΑ» [364,1204,424,1216]
subheading: ΠΟΙΟΙ ΕΞΑΙΡΟΥΝΤΑΙ [650,547,739,576]
bond-row [1212,1384,1340,1399]
table-cell: 10.000 [1253,1294,1293,1308]
table-cell [1293,1384,1339,1399]
table-cell: Κτημ. Τρ. [1347,1358,1404,1371]
headline-memoirs: ΤΟΥΣ ΕΓΝΩΡΙΣΑ ΟΛΟΥΣ... [1156,72,1489,189]
article-paragraph: Ὁ κ. Ὀ'Ντουάϊερ κατέθεσεν εἰς τὴν Ἐπιτροπὴν ὅτι ἐγνώριζε τὴν δρᾶσιν τῶν ὀργανωμένων συμμοριῶν ἀλλ' ὅτι δὲν ἦτο δυνατὸν νὰ λάβῃ μέτρα ἐναντίον των λόγῳ τῆς ἐπιρροῆς των. [59,1131,340,1182]
article-paragraph: Κατ' ἀνακοίνωσιν τῆς Μετεωρολογικῆς Ὑπηρεσίας ὁ καιρὸς θὰ εἶναι αἴθριος εἰς ὅλην τὴν χώραν. Θερμοκρασία: Ἀθῆναι 32, Θεσσαλονίκη 30. [354,854,626,892]
table-cell: 1926 [1212,1384,1253,1399]
article-paragraph: Εἰς ἕν σημεῖον τῆς ἐκθέσεως ἀναφέρεται ὅτι ἡ ἀστυνομία τῆς πόλεως ἐγνώριζε τὰς συνεδριάσεις τῶν ἀρχηγῶν τοῦ ὑποκόσμου καὶ δὲν ἐπενέβαινεν. [59,690,340,729]
article-paragraph: Ἐνθυμοῦμαι ὅτι εἰς τὴν πρεσβείαν ἐδόθη μία δεξίωσις πρὸς τιμήν της, κατὰ τὴν ὁποίαν ὅλοι οἱ προσκεκλημένοι ἐθαύμασαν τὴν χάριν καὶ τὴν εὐγένειάν της. [1327,553,1519,617]
gold-label: ΧΡΥΣΑΙ [1337,1403,1384,1417]
ad-topics: Ἐπιστήμη, Φιλοσοφία, Φιλολογία, Θρησκειολογία, Ἀρχαία Ἑλληνικὴ Λογοτεχνία, Νεοελληνικὴ Λογοτεχνία, Ξένη Λογοτεχνία, Θέατρον περιλαμβάνονται στὴ Βιβλιοθήκη: [640,1635,913,1718]
table-header: Διαφορά [1461,1264,1508,1278]
article-paragraph: Εἰς ἕν σημεῖον τῆς ἐκθέσεως ἀναφέρεται ὅτι ἡ ἀστυνομία τῆς πόλεως ἐγνώριζε τὰς συνεδριάσεις τῶν ἀρχηγῶν τοῦ ὑποκόσμου καὶ δὲν ἐπενέβαινεν. [59,856,340,894]
table-cell: 1910 [1212,1339,1253,1354]
section-divider [59,305,340,308]
ad-text: ΠΡΟΛΟΓΙΑ ΕΛΒΕΤΙΚΑ ΧΡΥΣΑ ΔΑΚΤΥΛΙΔΙΑ ΚΡΥΣΤΑΛΛΑ ΚΟΣΜΗΜΑΤΑ · ΣΤΟΑ ΑΡΣΑΚΕΙΟΥ [362,999,609,1022]
article-paragraph: Κατ' ἀνακοίνωσιν τῆς Ἐπιτροπῆς Κατασκηνώσεων ἀπεφασίσθη ἡ ὀργάνωσις παιδικῶν κατασκηνώσεων εἰς τὰς κοινότητας τῆς ὑπαίθρου. [354,522,626,573]
ad-title: ΑΦΑΟΙ ΨΥΧΟΠΑΘΟΥΣ [1528,1307,1605,1329]
divider [354,662,626,663]
table-header: Διαφορά [1293,1264,1339,1278]
article-paragraph: Ἡ Ἐπιτροπὴ ἐξουσιοδοτεῖ ὅτι ὁ κ. Κοστέλλο καὶ ἄλλοι πολιτικοὶ παράγοντες τοῦ ὑποκόσμου εἶχαν ἐξασφαλίσει προστασίαν ἀπὸ τοπικοὺς ἄρχοντας καὶ ἐσυνδέοντο μὲ τὰς ὑψηλὰς σφαίρας τῆς πολιτικῆς τῆς Νέας Ὑόρκης. [59,898,340,962]
table-cell [1461,1278,1508,1303]
table-cell: Εἰκοσόφραγκον [1212,1444,1400,1458]
seagull-icon [565,1041,616,1080]
gold-table [1211,1417,1509,1459]
table-header: ΔΑΝΕΙΑ [1212,1264,1253,1278]
ad-number: 100 [728,1080,825,1118]
schedule-heading: ΑΝΑΧΩΡΗΣΕΙΣ ΕΚ ΠΕΙΡΑΙΩΣ [414,1158,567,1170]
article-paragraph: ΡΩΜΗ, 13. (Ἑλ. ἀνταπ.) — Τὰ ἀποτελέσματα τῶν δημοτικῶν ἐκλογῶν ἐπιβεβαιώνουν τὴν σημαντικὴν νίκην τοῦ κόμματος τοῦ Κέντρου. Οἱ Χριστιανοδημοκράται ἐξασφάλισαν τὴν πλειοψηφίαν εἰς τὰς μεγαλυτέρας πόλεις τῆς Ἰταλίας. [927,385,1112,501]
table-header: ΜΕΤΟΧΑΙ [1347,1264,1404,1278]
ad-shipping-schedules [354,1033,626,1304]
article-paragraph: Ἐνθυμοῦμαι ὅτι εἰς τὴν πρεσβείαν ἐδόθη μία δεξίωσις πρὸς τιμήν της, κατὰ τὴν ὁποίαν ὅλοι οἱ προσκεκλημένοι ἐθαύμασαν τὴν χάριν καὶ τὴν εὐγένειάν της. [1327,366,1519,430]
article-paragraph: Εἰς τὰς πόλεις τῆς Βορείου Ἰταλίας τὸ Κομμουνιστικὸν κόμμα ἀπώλεσε σημαντικὸν ἀριθμὸν ψήφων ἐν σχέσει πρὸς τὰς προηγουμένας ἐκλογάς. [927,989,1112,1053]
continued-note: ΑΥΡΙΟΝ: Ἡ συνέχεια [1327,759,1461,774]
subheading: ΜΙΑ ΕΠΙΜΕΛΗΤΙΚΗ ΕΙΣ ΤΗΝ ΧΟΡΕΥΤΙΚΗΝ ΤΕΧΝΙΚΗΝ [1131,827,1312,856]
schedule-row [364,1193,616,1204]
byline: ΤΟ ΠΟΛΥΚΡΟΤΟΝ ΒΙΒΛΙΟΝ ΤΗΣ ΕΛΙΣ. ΤΣΕΡΡΟΥΤΙ ΣΥΖΥΓΟΥ ΤΟΥ ΓΝΩΣΤΟΥ ΙΤΑΛΟΥ ΔΙΠΛΩΜΑΤΟΥ [1149,238,1496,262]
deck-2: ΓΚΑΓΚΣΤΕΡΙΣΜΟΣ ΚΑΙ ΠΟΛΙΤΙΚΗ [107,528,340,543]
article-paragraph: Ὁ ἀρχιτέκτων τῆς Πολιτείας ἐζήτησε νὰ ληφθοῦν μέτρα διὰ τὴν προστασίαν τῶν κλασσικῶν μνημείων. [755,440,913,504]
subheading: ΟΙ ΚΑΤΑΣΚΗΝΩΤΑΡΧΑΙ ΔΙΑ ΤΩΝ ΚΟΙΝΟΤΗΤΑΣ [386,434,595,463]
ad-terms: Τιμὴ τῆς Α' σειρᾶς τῶν 50 τόμων δραχ. 1.000.000 — πληρωτέα σὲ 15θήμερες δόσεις ἐκ δρχ. 20.000 ἑκάστη. Ὁ ἐγγραφόμενος καταβάλλει κατὰ τὴ στιγμὴ τῆς ἐγγραφῆς δρχ. 40.000. [640,1869,913,1945]
stock-row [1347,1330,1509,1344]
headline-currant: ΣΥΝΙΣΤΑΤΑΙ Η ΛΗΨΙΣ ΜΕΤΡΩΝ ΥΠΕΡ ΤΩΝ ΣΤΑΦΙΔΟΠΑΡΑΓΩΓΩΝ [68,48,331,116]
stock-exchange-subtitle: Κλείσιμον τῆς Τετάρτης 13 Ἰουνίου [1261,1246,1459,1260]
sailing-date: 28 Ἰουνίου [564,1193,616,1205]
table-cell: 1914 [1212,1354,1253,1369]
portrait-photo [927,49,1112,276]
economic-life-title: Οἰκονομικὴ ζωὴ [1230,1193,1491,1232]
sailing-date: 5 Ἰουλίου [570,1204,616,1216]
article-paragraph: Ὁ Ἀρχιεπίσκοπος Ἀθηνῶν κ. Σπυρίδων θὰ χοροστατήσῃ εἰς τὴν ἑορτὴν καὶ θὰ τελεσθῇ λιτανεία εἰς τὰς ὁδοὺς τῆς πόλεως. Εἰς τὰς ἑορτὰς θὰ μετάσχουν ἀντιπροσωπεῖαι ἐκ τοῦ ἐξωτερικοῦ. [354,191,626,242]
ad-title: Δρομολόγια [364,1046,539,1076]
ad-title: ΜΕ ΔΟΣΕΙΣ [362,975,494,1000]
article-paragraph: Δὲν ἔχω νὰ προσθέσω τίποτε εἰς ὅσα ἐγράφησαν διὰ τὴν μεγάλην χορεύτριαν. Ἡ τέχνη της ἦτο ἀνεπανάληπτος καὶ ἡ προσωπικότης της μαγευτική. [1126,927,1318,991]
article-paragraph: Ἡ ἐκλογικὴ ἀναμέτρησις ἔληξε χωρὶς ἐπεισόδια καὶ ἡ συμμετοχὴ τῶν ψηφοφόρων ἦτο ἱκανοποιητική. [927,573,1112,624]
stock-row [1347,1316,1509,1330]
section-divider [1126,1180,1519,1182]
bond-row [1212,1370,1340,1384]
divider [354,732,626,733]
gold-row [1212,1444,1509,1458]
table-cell: 18.000 [1253,1308,1293,1323]
